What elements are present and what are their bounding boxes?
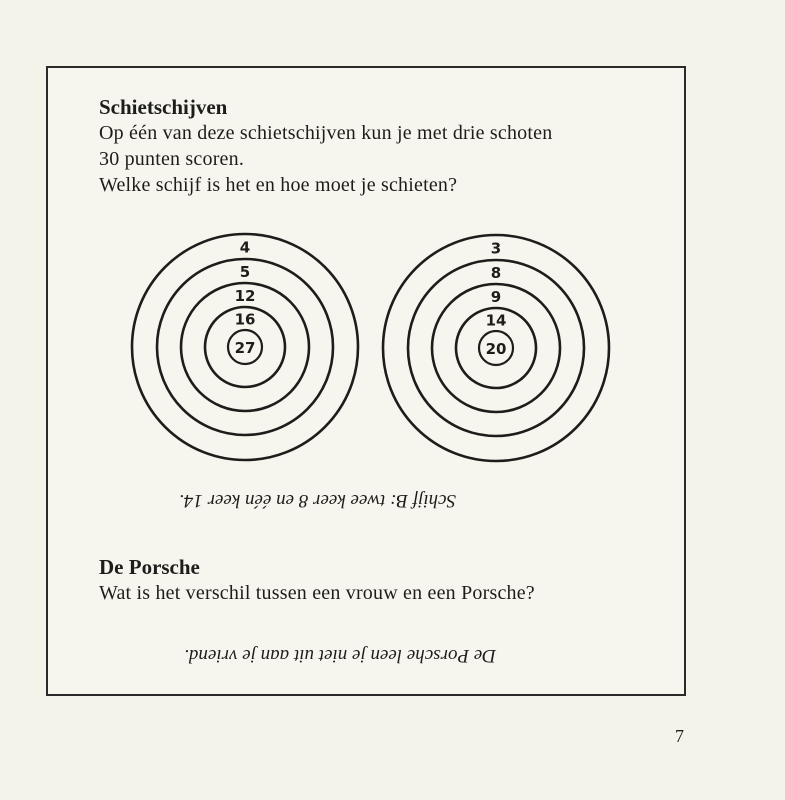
puzzle-text-line: 30 punten scoren. — [99, 148, 245, 170]
target-ring-value: 3 — [490, 239, 502, 258]
target-ring-value: 27 — [234, 339, 256, 357]
answer-porsche: De Porsche leen je niet uit aan je vriend. — [184, 645, 496, 666]
puzzle-text-line: Op één van deze schietschijven kun je met drie schoten — [99, 122, 553, 144]
puzzle-text-line: Welke schijf is het en hoe moet je schieten? — [99, 174, 458, 196]
puzzle-title: De Porsche — [99, 555, 200, 579]
puzzle-title: Schietschijven — [99, 95, 228, 119]
target-a — [132, 234, 358, 460]
target-ring-value: 20 — [485, 340, 507, 358]
target-ring-value: 5 — [239, 263, 251, 281]
puzzle-porsche — [99, 554, 535, 606]
target-b — [383, 235, 609, 461]
target-ring-value: 16 — [234, 310, 256, 329]
answer-schietschijven: Schijf B: twee keer 8 en één keer 14. — [179, 490, 456, 511]
page-number: 7 — [675, 726, 684, 746]
target-ring-value: 12 — [234, 287, 256, 305]
target-ring-value: 4 — [239, 238, 251, 257]
target-ring-value: 9 — [490, 288, 502, 306]
target-ring-value: 14 — [485, 311, 507, 330]
target-ring-value: 8 — [490, 264, 502, 282]
puzzle-text-line: Wat is het verschil tussen een vrouw en een Porsche? — [99, 582, 535, 604]
